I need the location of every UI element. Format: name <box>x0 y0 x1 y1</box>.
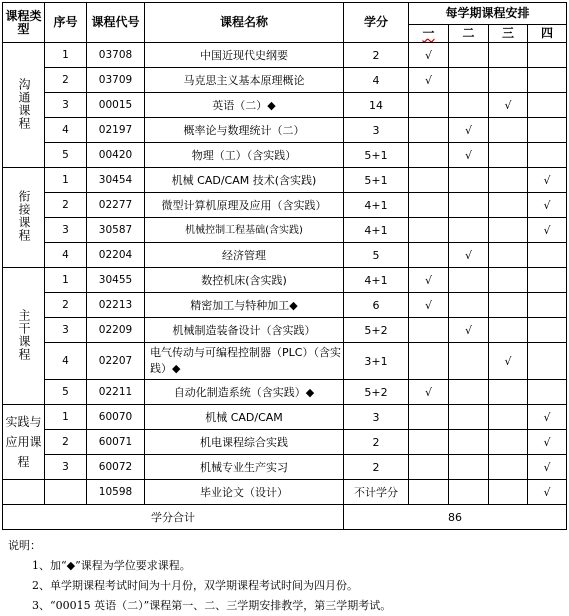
term-4-cell <box>528 68 567 93</box>
credit-cell: 2 <box>344 430 409 455</box>
category-label: 主干课程 <box>17 308 31 361</box>
table-row <box>3 380 567 405</box>
term-3-cell <box>489 118 528 143</box>
term-1-cell <box>409 405 449 430</box>
term-4-cell <box>528 455 567 480</box>
seq-cell: 1 <box>45 268 87 293</box>
code-cell: 30587 <box>87 218 145 243</box>
table-row <box>3 118 567 143</box>
thesis-row <box>3 480 567 505</box>
term-4-cell <box>528 243 567 268</box>
term-2-cell <box>449 143 489 168</box>
seq-cell: 4 <box>45 343 87 380</box>
total-row <box>3 505 567 530</box>
table-row <box>3 405 567 430</box>
table-row <box>3 68 567 93</box>
seq-cell: 2 <box>45 193 87 218</box>
credit-cell: 5 <box>344 243 409 268</box>
term-1-cell <box>409 430 449 455</box>
term-3-cell <box>489 430 528 455</box>
term-2-cell <box>449 68 489 93</box>
credit-cell: 14 <box>344 93 409 118</box>
term-2-cell <box>449 293 489 318</box>
term-2-cell <box>449 318 489 343</box>
header-category: 课程类型 <box>3 3 45 43</box>
term-4-cell <box>528 343 567 380</box>
term-2-cell <box>449 268 489 293</box>
table-row <box>3 243 567 268</box>
table-row <box>3 218 567 243</box>
seq-cell: 1 <box>45 405 87 430</box>
seq-cell: 2 <box>45 68 87 93</box>
table-row <box>3 318 567 343</box>
name-cell: 机械 CAD/CAM 技术(含实践) <box>145 168 344 193</box>
term-3-cell <box>489 405 528 430</box>
code-cell: 02197 <box>87 118 145 143</box>
seq-cell: 5 <box>45 143 87 168</box>
table-row <box>3 93 567 118</box>
code-cell: 02211 <box>87 380 145 405</box>
check-mark: √ <box>543 460 551 474</box>
category-cell <box>3 168 45 268</box>
seq-cell <box>45 480 87 505</box>
seq-cell: 4 <box>45 118 87 143</box>
header-term-1: 一 <box>409 25 449 43</box>
seq-cell: 2 <box>45 430 87 455</box>
term-1-cell <box>409 268 449 293</box>
credit-cell: 3+1 <box>344 343 409 380</box>
term-3-cell <box>489 380 528 405</box>
table-row <box>3 168 567 193</box>
code-cell: 60070 <box>87 405 145 430</box>
term-3-cell <box>489 480 528 505</box>
name-cell: 马克思主义基本原理概论 <box>145 68 344 93</box>
name-cell: 机械 CAD/CAM <box>145 405 344 430</box>
term-2-cell <box>449 380 489 405</box>
check-mark: √ <box>464 248 472 262</box>
name-cell: 自动化制造系统（含实践）◆ <box>145 380 344 405</box>
term-2-cell <box>449 455 489 480</box>
credit-cell: 3 <box>344 405 409 430</box>
check-mark: √ <box>504 354 512 368</box>
term-4-cell <box>528 268 567 293</box>
category-label: 实践与应用课程 <box>5 415 42 469</box>
term-4-cell <box>528 193 567 218</box>
note-item-1: 1、加“◆”课程为学位要求课程。 <box>32 559 191 572</box>
notes-title: 说明： <box>8 539 41 552</box>
credit-cell: 6 <box>344 293 409 318</box>
term-3-cell <box>489 168 528 193</box>
table-row <box>3 43 567 68</box>
header-seq: 序号 <box>45 3 87 43</box>
code-cell: 02213 <box>87 293 145 318</box>
term-3-cell <box>489 143 528 168</box>
credit-cell: 5+1 <box>344 168 409 193</box>
header-credit: 学分 <box>344 3 409 43</box>
term-3-cell <box>489 455 528 480</box>
term-2-cell <box>449 193 489 218</box>
term-1-cell <box>409 43 449 68</box>
term-3-cell <box>489 93 528 118</box>
code-cell: 60072 <box>87 455 145 480</box>
code-cell: 02277 <box>87 193 145 218</box>
term-1-cell <box>409 243 449 268</box>
check-mark: √ <box>504 98 512 112</box>
term-1-cell <box>409 455 449 480</box>
category-cell <box>3 480 45 505</box>
credit-cell: 4+1 <box>344 193 409 218</box>
term-1-cell <box>409 118 449 143</box>
code-cell: 30455 <box>87 268 145 293</box>
code-cell: 00420 <box>87 143 145 168</box>
term-4-cell <box>528 143 567 168</box>
term-1-cell <box>409 193 449 218</box>
note-item-3: 3、“00015 英语（二）”课程第一、二、三学期安排教学，第三学期考试。 <box>32 599 392 612</box>
check-mark: √ <box>464 323 472 337</box>
code-cell: 03709 <box>87 68 145 93</box>
term-3-cell <box>489 243 528 268</box>
term-2-cell <box>449 405 489 430</box>
total-label: 学分合计 <box>3 505 344 530</box>
table-row <box>3 343 567 380</box>
term-1-cell <box>409 318 449 343</box>
category-label: 衔接课程 <box>17 190 31 242</box>
term-1-cell <box>409 93 449 118</box>
term-2-cell <box>449 93 489 118</box>
term-3-cell <box>489 193 528 218</box>
credit-cell: 5+2 <box>344 318 409 343</box>
check-mark: √ <box>424 48 432 62</box>
term-4-cell <box>528 380 567 405</box>
code-cell: 10598 <box>87 480 145 505</box>
category-cell <box>3 405 45 480</box>
name-cell: 精密加工与特种加工◆ <box>145 293 344 318</box>
term-1-cell <box>409 168 449 193</box>
credit-cell: 不计学分 <box>344 480 409 505</box>
term-2-cell <box>449 43 489 68</box>
term-4-cell <box>528 93 567 118</box>
course-plan-table <box>2 2 567 530</box>
seq-cell: 1 <box>45 168 87 193</box>
check-mark: √ <box>543 435 551 449</box>
code-cell: 02204 <box>87 243 145 268</box>
credit-cell: 4 <box>344 68 409 93</box>
check-mark: √ <box>424 73 432 87</box>
credit-cell: 2 <box>344 455 409 480</box>
term-4-cell <box>528 318 567 343</box>
name-cell: 数控机床(含实践) <box>145 268 344 293</box>
name-cell: 毕业论文（设计） <box>145 480 344 505</box>
name-cell: 微型计算机原理及应用（含实践） <box>145 193 344 218</box>
term-4-cell <box>528 43 567 68</box>
check-mark: √ <box>424 298 432 312</box>
code-cell: 30454 <box>87 168 145 193</box>
check-mark: √ <box>543 223 551 237</box>
table-row <box>3 193 567 218</box>
notes <box>8 536 563 616</box>
header-schedule: 每学期课程安排 <box>409 3 567 25</box>
check-mark: √ <box>543 173 551 187</box>
table-row <box>3 143 567 168</box>
term-4-cell <box>528 118 567 143</box>
header-term-2: 二 <box>449 25 489 43</box>
seq-cell: 3 <box>45 218 87 243</box>
term-3-cell <box>489 268 528 293</box>
term-4-cell <box>528 430 567 455</box>
header-row <box>3 3 567 25</box>
name-cell: 物理（工）（含实践） <box>145 143 344 168</box>
term-4-cell <box>528 293 567 318</box>
name-cell: 经济管理 <box>145 243 344 268</box>
term-1-cell <box>409 343 449 380</box>
term-3-cell <box>489 343 528 380</box>
credit-cell: 5+1 <box>344 143 409 168</box>
term-3-cell <box>489 293 528 318</box>
term-4-cell <box>528 168 567 193</box>
term-3-cell <box>489 318 528 343</box>
header-code: 课程代号 <box>87 3 145 43</box>
table-row <box>3 293 567 318</box>
header-term-4: 四 <box>528 25 567 43</box>
check-mark: √ <box>464 148 472 162</box>
total-value: 86 <box>344 505 567 530</box>
code-cell: 02209 <box>87 318 145 343</box>
term-4-cell <box>528 480 567 505</box>
seq-cell: 3 <box>45 455 87 480</box>
name-cell: 中国近现代史纲要 <box>145 43 344 68</box>
category-label: 沟通课程 <box>17 77 31 130</box>
seq-cell: 2 <box>45 293 87 318</box>
name-cell: 机械专业生产实习 <box>145 455 344 480</box>
check-mark: √ <box>543 485 551 499</box>
term-1-cell <box>409 68 449 93</box>
credit-cell: 4+1 <box>344 268 409 293</box>
check-mark: √ <box>424 385 432 399</box>
term-2-cell <box>449 243 489 268</box>
term-1-cell <box>409 480 449 505</box>
table-row <box>3 430 567 455</box>
table-row <box>3 455 567 480</box>
check-mark: √ <box>424 273 432 287</box>
seq-cell: 4 <box>45 243 87 268</box>
code-cell: 60071 <box>87 430 145 455</box>
term-2-cell <box>449 343 489 380</box>
code-cell: 00015 <box>87 93 145 118</box>
term-2-cell <box>449 118 489 143</box>
header-term-3: 三 <box>489 25 528 43</box>
table-body <box>3 3 567 530</box>
check-mark: √ <box>543 198 551 212</box>
seq-cell: 3 <box>45 93 87 118</box>
term-3-cell <box>489 68 528 93</box>
term-2-cell <box>449 218 489 243</box>
name-cell: 电气传动与可编程控制器（PLC）（含实践）◆ <box>145 343 344 380</box>
name-cell: 英语（二）◆ <box>145 93 344 118</box>
seq-cell: 1 <box>45 43 87 68</box>
table-row <box>3 268 567 293</box>
seq-cell: 5 <box>45 380 87 405</box>
header-name: 课程名称 <box>145 3 344 43</box>
credit-cell: 3 <box>344 118 409 143</box>
term-1-cell <box>409 143 449 168</box>
term-1-cell <box>409 218 449 243</box>
term-3-cell <box>489 43 528 68</box>
term-1-cell <box>409 293 449 318</box>
check-mark: √ <box>543 410 551 424</box>
term-2-cell <box>449 430 489 455</box>
credit-cell: 4+1 <box>344 218 409 243</box>
term-2-cell <box>449 168 489 193</box>
name-cell: 机械控制工程基础(含实践) <box>145 218 344 243</box>
note-item-2: 2、单学期课程考试时间为十月份，双学期课程考试时间为四月份。 <box>32 579 358 592</box>
term-2-cell <box>449 480 489 505</box>
term-3-cell <box>489 218 528 243</box>
seq-cell: 3 <box>45 318 87 343</box>
check-mark: √ <box>464 123 472 137</box>
name-cell: 机电课程综合实践 <box>145 430 344 455</box>
category-cell <box>3 43 45 168</box>
code-cell: 03708 <box>87 43 145 68</box>
credit-cell: 5+2 <box>344 380 409 405</box>
term-4-cell <box>528 218 567 243</box>
code-cell: 02207 <box>87 343 145 380</box>
name-cell: 机械制造装备设计（含实践） <box>145 318 344 343</box>
term-4-cell <box>528 405 567 430</box>
term-1-cell <box>409 380 449 405</box>
category-cell <box>3 268 45 405</box>
name-cell: 概率论与数理统计（二） <box>145 118 344 143</box>
credit-cell: 2 <box>344 43 409 68</box>
